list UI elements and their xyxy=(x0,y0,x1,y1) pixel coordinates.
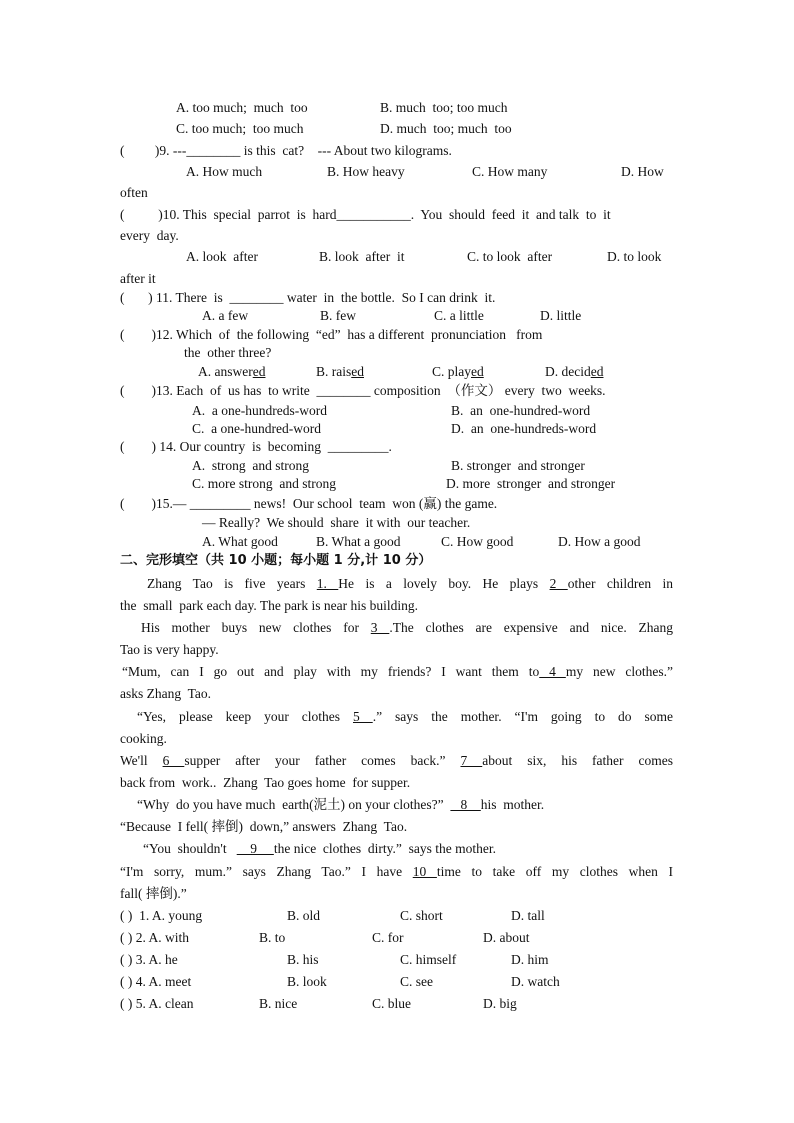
q10-option-b: B. look after it xyxy=(319,249,405,264)
q10-blank: ___________ xyxy=(336,207,411,222)
q12-d-text: D. decid xyxy=(545,364,591,379)
passage-line-3 xyxy=(120,620,673,636)
passage-line-12: “Because I fell( 摔倒) down,” answers Zhang Tao. xyxy=(120,819,408,834)
passage-text: We'll xyxy=(120,753,163,768)
blank-7[interactable]: 7 xyxy=(460,753,483,768)
option-b: B. old xyxy=(287,908,321,923)
option-b: B. nice xyxy=(259,996,298,1011)
q10-option-a: A. look after xyxy=(186,249,258,264)
q11-stem xyxy=(120,290,495,306)
passage-text: “I'm sorry, mum.” says Zhang Tao.” I have xyxy=(120,864,413,879)
q14-option-d: D. more stronger and stronger xyxy=(446,476,616,491)
q10-text: This special parrot is hard xyxy=(179,207,337,222)
q9-text: --- xyxy=(169,143,187,158)
blank-5[interactable]: 5 xyxy=(353,709,373,724)
q13-option-c: C. a one-hundred-word xyxy=(192,421,321,436)
passage-text: Zhang Tao is five years xyxy=(147,576,317,591)
passage-text: his mother. xyxy=(480,797,545,812)
passage-line-11 xyxy=(137,797,544,813)
q11-option-a: A. a few xyxy=(202,308,249,323)
q14-blank: _________ xyxy=(327,439,389,454)
q12-option-c xyxy=(432,364,484,380)
q12-c-text: C. play xyxy=(432,364,471,379)
q13-blank: ________ xyxy=(316,383,371,398)
q13-option-d: D. an one-hundreds-word xyxy=(451,421,597,436)
q13-answer-paren[interactable]: ( )13. xyxy=(120,383,173,398)
q11-option-d: D. little xyxy=(540,308,582,323)
passage-text: other children in xyxy=(567,576,673,591)
q11-answer-paren[interactable]: ( ) 11. xyxy=(120,290,173,305)
option-a: ( ) 2. A. with xyxy=(120,930,189,945)
q12-answer-paren[interactable]: ( )12. xyxy=(120,327,173,342)
q8-option-c: C. too much; too much xyxy=(176,121,304,136)
q11-text: There is xyxy=(172,290,230,305)
q12-b-suffix: ed xyxy=(351,364,364,379)
q14-option-c: C. more strong and strong xyxy=(192,476,336,491)
blank-9[interactable]: 9 xyxy=(236,841,274,856)
q14-option-b: B. stronger and stronger xyxy=(451,458,585,473)
q12-text: Which of the following “ed” has a different pronunciation from xyxy=(172,327,543,342)
q12-a-text: A. answer xyxy=(198,364,253,379)
q12-d-suffix: ed xyxy=(590,364,604,379)
passage-line-15: fall( 摔倒).” xyxy=(120,886,187,901)
passage-text: “Mum, can I go out and play with my friends? I want them to xyxy=(122,664,540,679)
q15-option-a: A. What good xyxy=(202,534,278,549)
option-c: C. see xyxy=(400,974,433,989)
q14-answer-paren[interactable]: ( ) 14. xyxy=(120,439,177,454)
q15-blank: _________ xyxy=(189,496,251,511)
option-c: C. blue xyxy=(372,996,411,1011)
q12-stem xyxy=(120,327,542,343)
q11-text-end: water in the bottle. So I can drink it. xyxy=(283,290,496,305)
q15-option-c: C. How good xyxy=(441,534,514,549)
option-b: B. to xyxy=(259,930,286,945)
q10-answer-paren[interactable]: ( )10. xyxy=(120,207,180,222)
option-a: ( ) 1. A. young xyxy=(120,908,203,923)
blank-3[interactable]: 3 xyxy=(370,620,390,635)
q9-blank: ________ xyxy=(186,143,241,158)
q10-option-d: D. to look xyxy=(607,249,662,264)
q12-option-d xyxy=(545,364,603,380)
q13-text: Each of us has to write xyxy=(172,383,317,398)
passage-text: time to take off my clothes when I xyxy=(436,864,674,879)
q15-text: — xyxy=(172,496,190,511)
q10-stem-cont: every day. xyxy=(120,228,179,243)
option-a: ( ) 4. A. meet xyxy=(120,974,192,989)
option-b: B. his xyxy=(287,952,319,967)
passage-text: about six, his father comes xyxy=(482,753,674,768)
passage-line-2: the small park each day. The park is near his building. xyxy=(120,598,419,613)
q15-reply: — Really? We should share it with our teacher. xyxy=(202,515,471,530)
blank-10[interactable]: 10 xyxy=(412,864,437,879)
section-heading: 二、完形填空（共 10 小题；每小题 1 分,计 10 分） xyxy=(120,553,432,568)
q9-answer-paren[interactable]: ( )9. xyxy=(120,143,170,158)
q9-text-end: is this cat? --- About two kilograms. xyxy=(240,143,452,158)
q12-option-a xyxy=(198,364,265,380)
q12-a-suffix: ed xyxy=(252,364,266,379)
q13-option-b: B. an one-hundred-word xyxy=(451,403,591,418)
option-c: C. short xyxy=(400,908,443,923)
q11-option-b: B. few xyxy=(320,308,356,323)
option-d: D. him xyxy=(511,952,549,967)
passage-text: “You shouldn't xyxy=(143,841,237,856)
q15-option-d: D. How a good xyxy=(558,534,641,549)
blank-6[interactable]: 6 xyxy=(162,753,185,768)
passage-line-13 xyxy=(143,841,496,857)
passage-text: .The clothes are expensive and nice. Zhang xyxy=(389,620,674,635)
q9-option-d-wrap: often xyxy=(120,185,148,200)
option-d: D. watch xyxy=(511,974,560,989)
q11-blank: ________ xyxy=(229,290,284,305)
q12-option-b xyxy=(316,364,364,380)
option-d: D. tall xyxy=(511,908,545,923)
passage-line-4: Tao is very happy. xyxy=(120,642,219,657)
q9-option-d: D. How xyxy=(621,164,664,179)
q10-stem xyxy=(120,207,611,223)
passage-line-10: back from work.. Zhang Tao goes home for supper. xyxy=(120,775,411,790)
option-c: C. himself xyxy=(400,952,457,967)
q15-option-b: B. What a good xyxy=(316,534,401,549)
q13-option-a: A. a one-hundreds-word xyxy=(192,403,327,418)
q9-stem xyxy=(120,143,452,159)
q14-option-a: A. strong and strong xyxy=(192,458,309,473)
option-a: ( ) 5. A. clean xyxy=(120,996,194,1011)
passage-text: He is a lovely boy. He plays xyxy=(338,576,550,591)
option-b: B. look xyxy=(287,974,327,989)
passage-text: His mother buys new clothes for xyxy=(141,620,371,635)
q14-text: Our country is becoming xyxy=(176,439,328,454)
option-c: C. for xyxy=(372,930,404,945)
passage-line-7 xyxy=(120,709,673,725)
blank-1[interactable]: 1. xyxy=(316,576,339,591)
q14-text-end: . xyxy=(388,439,392,454)
q15-stem xyxy=(120,496,497,512)
q15-answer-paren[interactable]: ( )15. xyxy=(120,496,173,511)
q8-option-d: D. much too; much too xyxy=(380,121,512,136)
q12-c-suffix: ed xyxy=(471,364,484,379)
blank-8[interactable]: 8 xyxy=(450,797,481,812)
passage-line-8: cooking. xyxy=(120,731,167,746)
passage-text: “Why do you have much earth(泥土) on your clothes?” xyxy=(137,797,451,812)
blank-2[interactable]: 2 xyxy=(549,576,568,591)
q13-text-end: composition （作文） every two weeks. xyxy=(370,383,606,398)
passage-text: “Yes, please keep your clothes xyxy=(137,709,353,724)
q9-option-b: B. How heavy xyxy=(327,164,405,179)
q10-option-d-wrap: after it xyxy=(120,271,156,286)
passage-text: .” says the mother. “I'm going to do some xyxy=(372,709,674,724)
q12-stem-cont: the other three? xyxy=(184,345,272,360)
blank-4[interactable]: 4 xyxy=(539,664,566,679)
option-d: D. big xyxy=(483,996,517,1011)
q9-option-a: A. How much xyxy=(186,164,263,179)
passage-line-1 xyxy=(120,576,673,592)
passage-line-9 xyxy=(120,753,673,769)
passage-line-6: asks Zhang Tao. xyxy=(120,686,212,701)
option-d: D. about xyxy=(483,930,530,945)
q8-option-b: B. much too; too much xyxy=(380,100,508,115)
passage-line-5 xyxy=(120,664,673,680)
passage-line-14 xyxy=(120,864,673,880)
option-a: ( ) 3. A. he xyxy=(120,952,178,967)
q9-option-c: C. How many xyxy=(472,164,548,179)
q15-text-end: news! Our school team won (赢) the game. xyxy=(250,496,498,511)
passage-text: my new clothes.” xyxy=(565,664,673,679)
q10-option-c: C. to look after xyxy=(467,249,553,264)
q12-b-text: B. rais xyxy=(316,364,352,379)
q11-option-c: C. a little xyxy=(434,308,484,323)
passage-text: supper after your father comes back.” xyxy=(184,753,461,768)
q13-stem xyxy=(120,383,606,399)
q10-text-end: . You should feed it and talk to it xyxy=(410,207,611,222)
q14-stem xyxy=(120,439,392,455)
q8-option-a: A. too much; much too xyxy=(176,100,308,115)
passage-text: the nice clothes dirty.” says the mother. xyxy=(273,841,497,856)
